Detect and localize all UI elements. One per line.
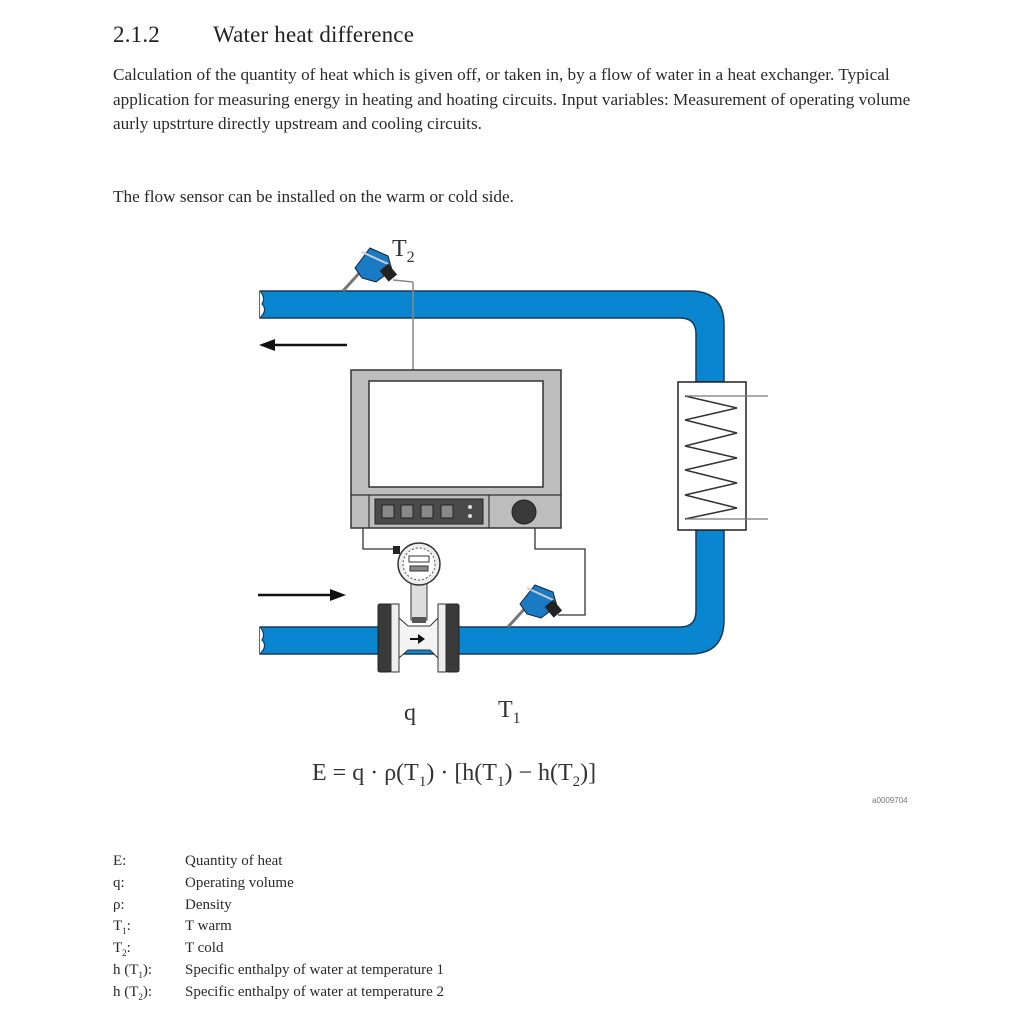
legend-symbol-suffix: ): xyxy=(142,961,153,978)
legend-symbol-sub: 1 xyxy=(138,969,143,980)
label-t1 xyxy=(498,697,521,728)
top-pipe xyxy=(260,291,724,382)
formula-sub: 1 xyxy=(496,773,505,790)
legend-symbol-suffix: : xyxy=(126,918,131,935)
legend-symbol xyxy=(113,918,185,940)
legend-symbol-text: T xyxy=(113,940,123,957)
label-t1-text: T xyxy=(498,697,513,723)
label-t2-sub: 2 xyxy=(406,248,415,266)
label-t2 xyxy=(392,236,415,267)
temperature-sensor-t1-icon xyxy=(508,585,562,627)
legend-symbol-text: h (T xyxy=(113,983,139,1000)
legend-meaning: Quantity of heat xyxy=(185,853,283,869)
legend-symbol xyxy=(113,875,185,897)
legend-symbol xyxy=(113,853,185,875)
legend-symbol-sub: 2 xyxy=(122,948,127,959)
legend-row xyxy=(113,940,444,962)
legend-symbol-sub: 1 xyxy=(122,926,127,937)
formula-sub: 1 xyxy=(418,773,427,790)
legend-symbol-text: h (T xyxy=(113,961,139,978)
formula-part: ) − h(T xyxy=(504,760,573,786)
section-title: Water heat difference xyxy=(213,22,415,47)
label-t1-sub: 1 xyxy=(512,709,521,727)
heat-exchanger-icon xyxy=(678,382,768,530)
legend-symbol-suffix: ): xyxy=(142,983,153,1000)
legend-row xyxy=(113,897,444,919)
formula-part: E = q · ρ(T xyxy=(312,760,419,786)
description-paragraph: Calculation of the quantity of heat which is given off, or taken in, by a flow of water in a heat exchanger. Typical application for measuring energy in heating and hoating circuits. Input variables: Measurement of operating volume aurly upstrture directly upstream and cooling circuits. xyxy=(113,65,911,133)
section-number: 2.1.2 xyxy=(113,22,160,47)
flow-arrow-right-icon xyxy=(258,589,346,601)
installation-note: The flow sensor can be installed on the warm or cold side. xyxy=(113,187,514,206)
legend-symbol-text: ρ: xyxy=(113,896,125,913)
legend-meaning: Specific enthalpy of water at temperature 2 xyxy=(185,983,445,1000)
legend-meaning: T warm xyxy=(185,918,232,935)
symbol-legend xyxy=(113,853,444,1006)
legend-symbol xyxy=(113,940,185,962)
formula-part: ) · [h(T xyxy=(426,760,497,786)
label-q: q xyxy=(404,700,416,726)
legend-row xyxy=(113,962,444,984)
legend-symbol-suffix: : xyxy=(126,940,131,957)
legend-symbol xyxy=(113,897,185,919)
bottom-pipe xyxy=(260,530,724,654)
legend-row xyxy=(113,875,444,897)
legend-row xyxy=(113,984,444,1006)
legend-meaning: Specific enthalpy of water at temperature 1 xyxy=(185,961,445,978)
flow-arrow-left-icon xyxy=(259,339,347,351)
figure-id: a0009704 xyxy=(872,796,908,805)
legend-symbol-sub: 2 xyxy=(138,991,143,1002)
label-t2-text: T xyxy=(392,236,407,262)
energy-manager-device-icon xyxy=(351,282,585,615)
legend-symbol xyxy=(113,984,185,1006)
formula-sub: 2 xyxy=(572,773,581,790)
legend-meaning: T cold xyxy=(185,940,224,957)
legend-symbol-text: E: xyxy=(113,853,127,869)
legend-meaning: Density xyxy=(185,896,232,913)
formula-part: )] xyxy=(580,760,597,786)
legend-symbol-text: T xyxy=(113,918,123,935)
legend-row xyxy=(113,918,444,940)
legend-symbol-text: q: xyxy=(113,874,125,891)
legend-meaning: Operating volume xyxy=(185,874,294,891)
energy-formula xyxy=(312,760,596,791)
legend-symbol xyxy=(113,962,185,984)
legend-row xyxy=(113,853,444,875)
